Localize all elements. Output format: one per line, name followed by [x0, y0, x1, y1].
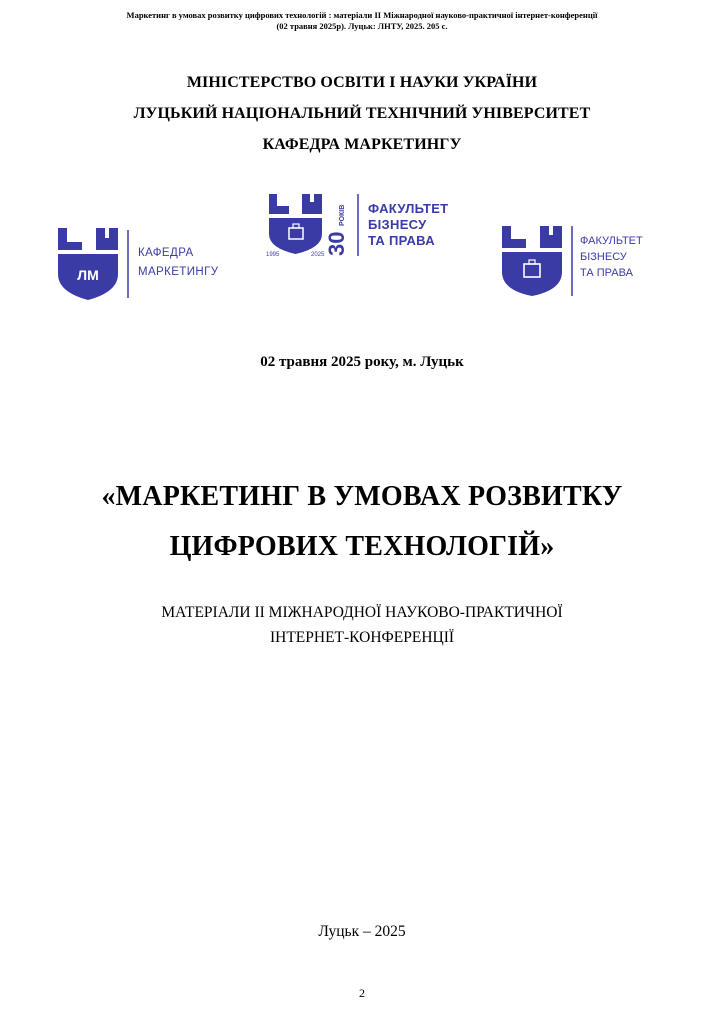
right-logo-line-2: БІЗНЕСУ — [580, 251, 627, 263]
ministry-name: МІНІСТЕРСТВО ОСВІТИ І НАУКИ УКРАЇНИ — [186, 74, 538, 91]
faculty-logo — [500, 224, 660, 298]
department-name: КАФЕДРА МАРКЕТИНГУ — [262, 136, 462, 153]
institution-block — [0, 67, 724, 160]
left-logo-line-2: МАРКЕТИНГУ — [138, 266, 219, 278]
subtitle-line-1: МАТЕРІАЛИ ІІ МІЖНАРОДНОЇ НАУКОВО-ПРАКТИЧНОЇ — [161, 604, 563, 621]
svg-text:30: 30 — [324, 231, 349, 256]
conference-date: 02 травня 2025 року, м. Луцьк — [260, 354, 464, 370]
citation-line-1: Маркетинг в умовах розвитку цифрових технологій : матеріали ІІ Міжнародної науково-практичної інтернет-конференції — [126, 10, 598, 20]
mid-logo-line-2: БІЗНЕСУ — [368, 217, 427, 232]
right-logo-line-1: ФАКУЛЬТЕТ — [580, 235, 643, 247]
title-line-1: «МАРКЕТИНГ В УМОВАХ РОЗВИТКУ — [101, 481, 623, 512]
mid-logo-line-3: ТА ПРАВА — [368, 233, 435, 248]
right-logo-line-3: ТА ПРАВА — [580, 267, 633, 279]
city-year: Луцьк – 2025 — [318, 923, 406, 940]
svg-text:2025: 2025 — [311, 252, 325, 258]
page-number: 2 — [359, 986, 365, 1000]
svg-text:ЛМ: ЛМ — [77, 267, 99, 283]
conference-title — [0, 472, 724, 572]
conference-subtitle — [0, 600, 724, 650]
department-marketing-logo — [58, 228, 238, 300]
citation-header — [0, 10, 724, 32]
svg-text:1995: 1995 — [266, 252, 280, 258]
title-line-2: ЦИФРОВИХ ТЕХНОЛОГІЙ» — [169, 531, 555, 562]
mid-logo-line-1: ФАКУЛЬТЕТ — [368, 201, 449, 216]
subtitle-line-2: ІНТЕРНЕТ-КОНФЕРЕНЦІЇ — [269, 629, 455, 646]
svg-text:РОКІВ: РОКІВ — [339, 204, 346, 226]
left-logo-line-1: КАФЕДРА — [138, 247, 194, 259]
citation-line-2: (02 травня 2025р). Луцьк: ЛНТУ, 2025. 205 с. — [276, 21, 448, 31]
university-name: ЛУЦЬКИЙ НАЦІОНАЛЬНИЙ ТЕХНІЧНИЙ УНІВЕРСИТЕТ — [133, 105, 591, 122]
faculty-anniversary-logo — [266, 192, 466, 258]
